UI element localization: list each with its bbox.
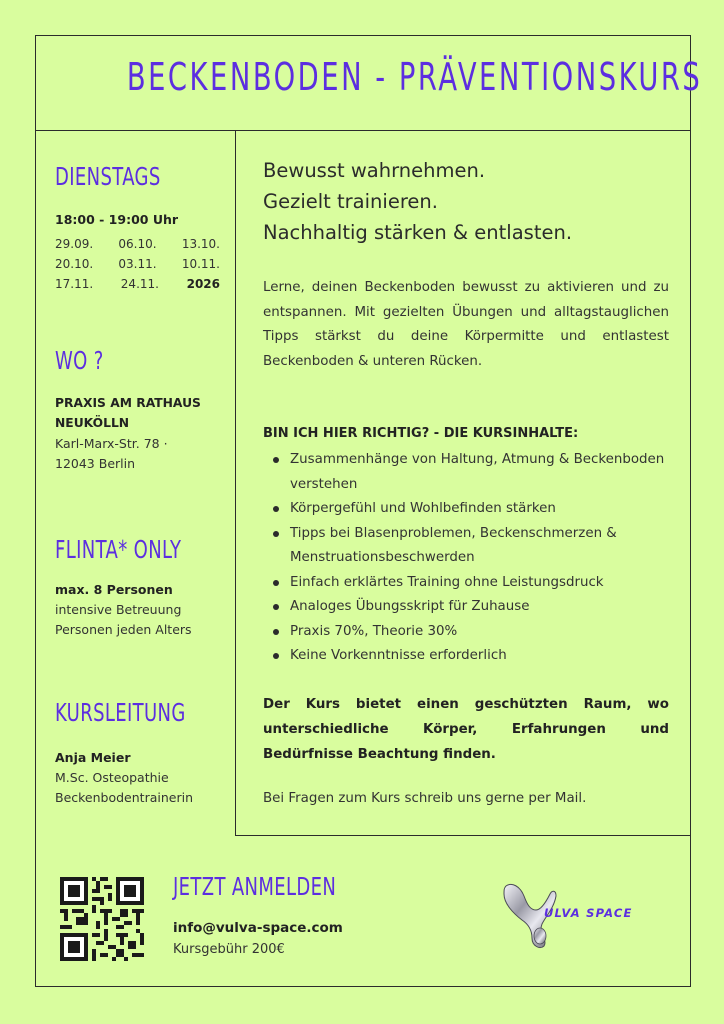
list-item bbox=[271, 644, 671, 669]
bullet-icon bbox=[273, 604, 279, 610]
list-item-text: Tipps bei Blasenproblemen, Beckenschmerzen & Menstruationsbeschwerden bbox=[290, 525, 617, 565]
registration-heading: JETZT ANMELDEN bbox=[173, 872, 337, 901]
instructor-degree: M.Sc. Osteopathie bbox=[55, 770, 169, 785]
bullet-icon bbox=[273, 506, 279, 512]
audience-heading: FLINTA* ONLY bbox=[55, 535, 182, 564]
course-fee: Kursgebühr 200€ bbox=[173, 942, 285, 957]
date-item: 29.09. bbox=[55, 237, 94, 251]
date-item: 13.10. bbox=[181, 237, 220, 251]
lead-line: Bewusst wahrnehmen. bbox=[263, 159, 486, 182]
list-item bbox=[271, 522, 671, 571]
list-item bbox=[271, 497, 671, 522]
contents-list bbox=[271, 448, 671, 669]
date-item: 20.10. bbox=[55, 257, 94, 271]
title-divider bbox=[35, 130, 691, 131]
list-item-text: Keine Vorkenntnisse erforderlich bbox=[290, 648, 507, 663]
logo-text: ULVA SPACE bbox=[544, 906, 633, 920]
list-item-text: Analoges Übungsskript für Zuhause bbox=[290, 599, 530, 614]
location-name-line1: PRAXIS AM RATHAUS bbox=[55, 396, 201, 410]
schedule-time: 18:00 - 19:00 Uhr bbox=[55, 212, 179, 227]
lead-line: Nachhaltig stärken & entlasten. bbox=[263, 221, 573, 244]
list-item bbox=[271, 620, 671, 645]
email-link[interactable]: info@vulva-space.com bbox=[173, 920, 343, 936]
list-item-text: Zusammenhänge von Haltung, Atmung & Beckenboden verstehen bbox=[290, 452, 665, 492]
location-name-line2: NEUKÖLLN bbox=[55, 416, 130, 430]
bullet-icon bbox=[273, 531, 279, 537]
list-item bbox=[271, 448, 671, 497]
lead-line: Gezielt trainieren. bbox=[263, 190, 438, 213]
schedule-heading: DIENSTAGS bbox=[55, 162, 161, 191]
date-row bbox=[55, 254, 220, 274]
column-divider bbox=[235, 130, 236, 836]
bullet-icon bbox=[273, 457, 279, 463]
contents-heading: BIN ICH HIER RICHTIG? - DIE KURSINHALTE: bbox=[263, 426, 579, 441]
location-street: Karl-Marx-Str. 78 · bbox=[55, 436, 168, 451]
qr-code-icon[interactable] bbox=[60, 877, 144, 961]
date-item: 06.10. bbox=[118, 237, 157, 251]
audience-limit: max. 8 Personen bbox=[55, 582, 173, 597]
list-item bbox=[271, 595, 671, 620]
bullet-icon bbox=[273, 580, 279, 586]
audience-line1: intensive Betreuung bbox=[55, 602, 182, 617]
audience-line2: Personen jeden Alters bbox=[55, 622, 192, 637]
instructor-heading: KURSLEITUNG bbox=[55, 698, 186, 727]
instructor-role: Beckenbodentrainerin bbox=[55, 790, 193, 805]
list-item bbox=[271, 571, 671, 596]
instructor-name: Anja Meier bbox=[55, 750, 131, 765]
content-bottom-divider bbox=[235, 835, 691, 836]
bullet-icon bbox=[273, 629, 279, 635]
lead-text bbox=[263, 155, 572, 248]
list-item-text: Körpergefühl und Wohlbefinden stärken bbox=[290, 501, 556, 516]
bullet-icon bbox=[273, 653, 279, 659]
location-heading: WO ? bbox=[55, 346, 104, 375]
date-row bbox=[55, 274, 220, 294]
page-title: BECKENBODEN - PRÄVENTIONSKURS bbox=[126, 55, 703, 99]
location-city: 12043 Berlin bbox=[55, 456, 136, 471]
date-item: 03.11. bbox=[118, 257, 157, 271]
intro-paragraph: Lerne, deinen Beckenboden bewusst zu aktivieren und zu entspannen. Mit gezielten Übungen und alltagstauglichen Tipps stärkst du deine Körpermitte und entlastest Beckenboden & unteren Rücken. bbox=[263, 280, 669, 369]
date-item: 24.11. bbox=[120, 277, 159, 291]
date-item: 10.11. bbox=[181, 257, 220, 271]
list-item-text: Einfach erklärtes Training ohne Leistungsdruck bbox=[290, 574, 604, 590]
list-item-text: Praxis 70%, Theorie 30% bbox=[290, 623, 458, 639]
emphasis-paragraph: Der Kurs bietet einen geschützten Raum, wo unterschiedliche Körper, Erfahrungen und Bedürfnisse Beachtung finden. bbox=[263, 697, 669, 762]
date-item: 17.11. bbox=[55, 277, 94, 291]
date-row bbox=[55, 234, 220, 254]
schedule-dates bbox=[55, 234, 220, 294]
closing-text: Bei Fragen zum Kurs schreib uns gerne per Mail. bbox=[263, 791, 587, 806]
year-label: 2026 bbox=[186, 277, 220, 291]
